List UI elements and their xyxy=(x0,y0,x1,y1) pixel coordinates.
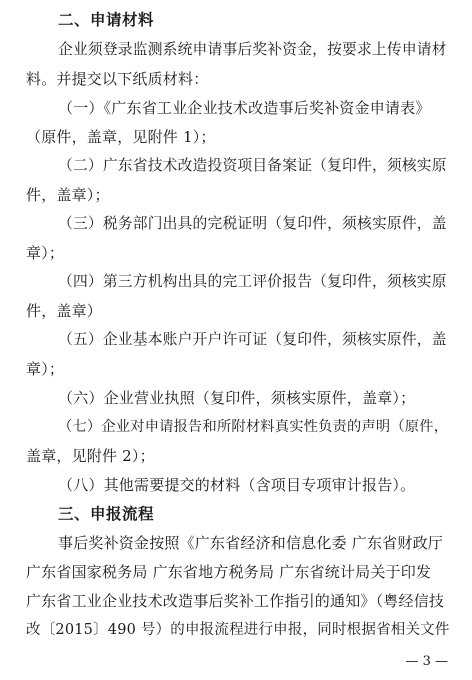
material-item-3-line-1: （三）税务部门出具的完税证明（复印件，须核实原件，盖 xyxy=(58,215,447,232)
section-heading-process: 三、申报流程 xyxy=(58,505,155,523)
material-item-4-line-2: 件，盖章） xyxy=(26,302,103,320)
section-heading-materials: 二、申请材料 xyxy=(58,11,155,29)
material-item-3-line-2: 章）； xyxy=(26,244,65,262)
material-item-8-line-1: （八）其他需要提交的材料（含项目专项审计报告）。 xyxy=(58,476,416,494)
intro-line-2: 料。并提交以下纸质材料： xyxy=(26,70,209,88)
material-item-4-line-1: （四）第三方机构出具的完工评价报告（复印件，须核实原 xyxy=(58,273,447,290)
process-line-3: 广东省工业企业技术改造事后奖补工作指引的通知》（粤经信技 xyxy=(26,592,445,610)
material-item-2-line-2: 件，盖章）； xyxy=(26,186,110,204)
process-line-1: 事后奖补资金按照《广东省经济和信息化委 广东省财政厅 xyxy=(58,534,443,552)
material-item-5-line-1: （五）企业基本账户开户许可证（复印件，须核实原件，盖 xyxy=(58,331,447,348)
material-item-1-line-2: （原件，盖章，见附件 1）； xyxy=(26,128,216,146)
material-item-6-line-1: （六）企业营业执照（复印件，须核实原件，盖章）； xyxy=(58,389,416,407)
material-item-7-line-1: （七）企业对申请报告和所附材料真实性负责的声明（原件， xyxy=(58,419,449,435)
process-line-2: 广东省国家税务局 广东省地方税务局 广东省统计局关于印发 xyxy=(26,563,432,581)
page-number: — 3 — xyxy=(405,654,448,669)
material-item-2-line-1: （二）广东省技术改造投资项目备案证（复印件，须核实原 xyxy=(58,157,447,174)
material-item-1-line-1: （一）《广东省工业企业技术改造事后奖补资金申请表》 xyxy=(58,99,431,117)
material-item-5-line-2: 章）； xyxy=(26,360,65,378)
intro-line-1: 企业须登录监测系统申请事后奖补资金，按要求上传申请材 xyxy=(58,41,447,58)
material-item-7-line-2: 盖章，见附件 2）； xyxy=(26,447,155,465)
process-line-4: 改〔2015〕490 号）的申报流程进行申报，同时根据省相关文件 xyxy=(26,622,450,638)
